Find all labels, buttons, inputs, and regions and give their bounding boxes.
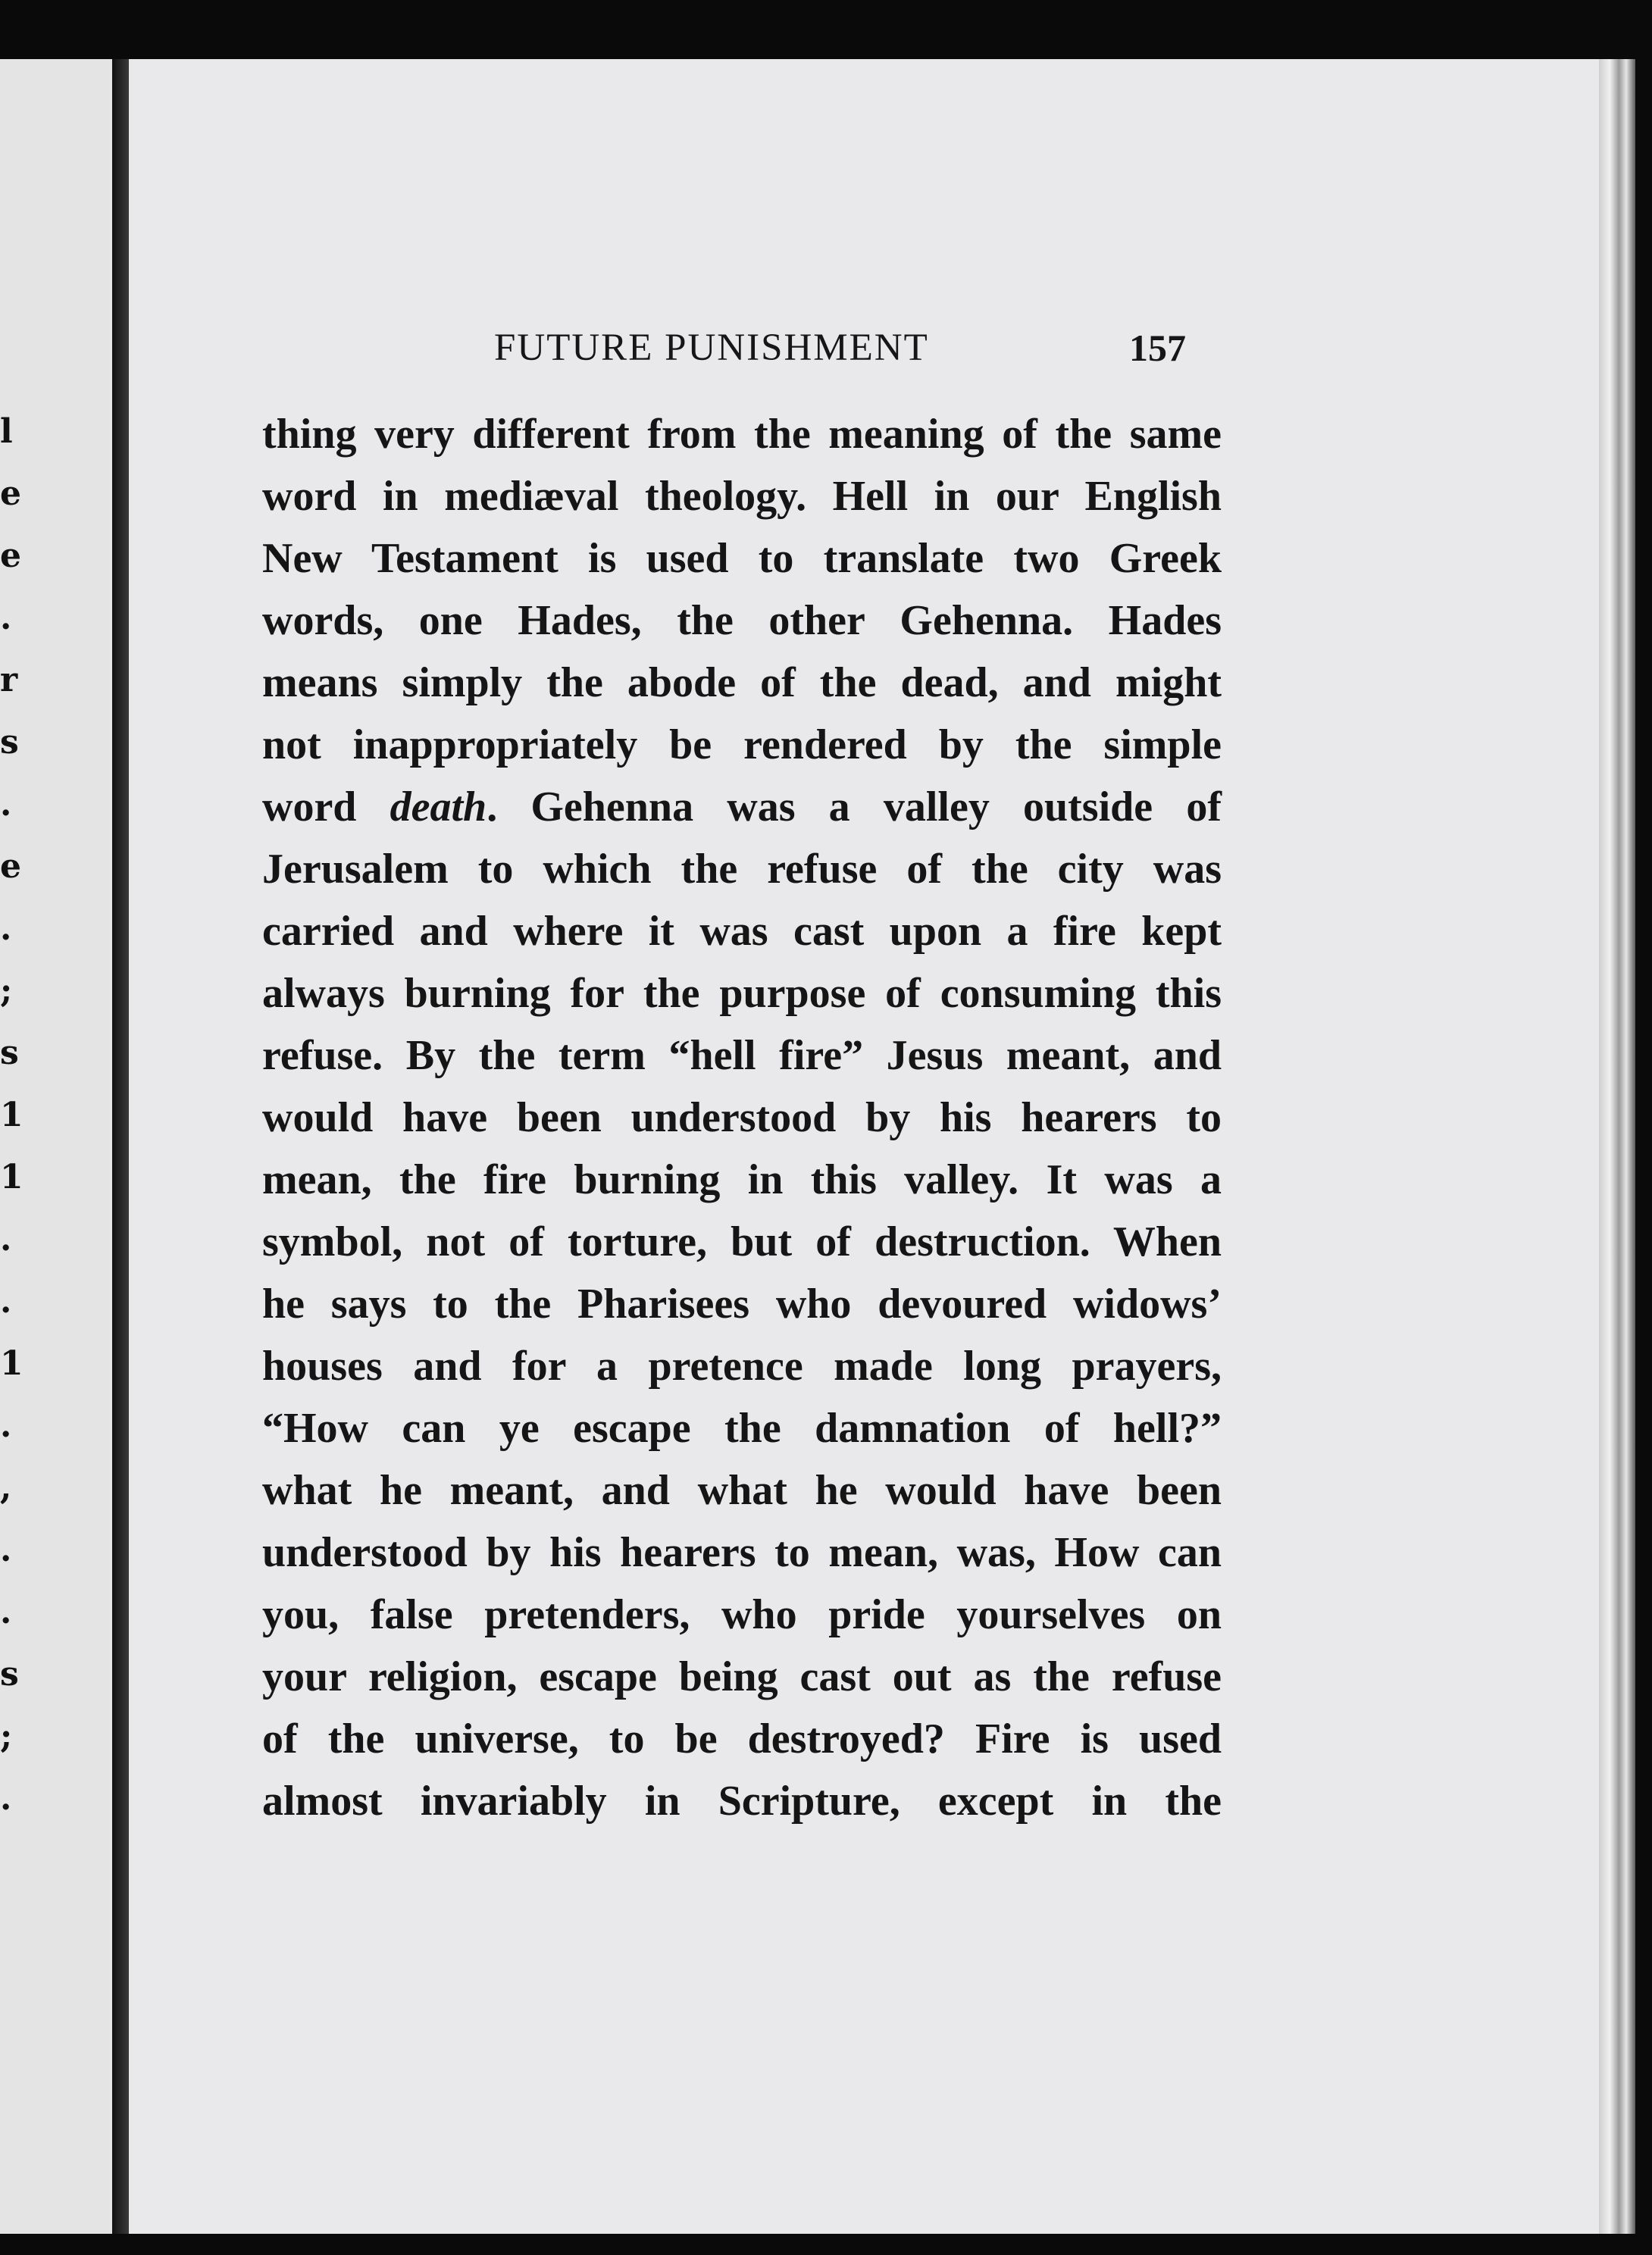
text-line: words, one Hades, the other Gehenna. Hades	[262, 597, 1222, 644]
facing-page-fragment: s	[0, 723, 19, 762]
text-line: you, false pretenders, who pride yourselves on	[262, 1591, 1222, 1638]
page-edge-right	[1599, 59, 1635, 2234]
facing-page-fragment: e	[0, 536, 21, 575]
text-line: word death. Gehenna was a valley outside of	[262, 783, 1222, 830]
running-title: FUTURE PUNISHMENT	[494, 327, 929, 369]
text-line: refuse. By the term “hell fire” Jesus meant, and	[262, 1032, 1222, 1079]
facing-page-fragment: 1	[0, 1096, 23, 1134]
facing-page-fragment: ;	[0, 971, 13, 1010]
facing-page-fragment: .	[0, 1220, 12, 1259]
facing-page-fragment: .	[0, 785, 12, 824]
facing-page-fragment: 1	[0, 1344, 23, 1383]
facing-page-fragment: .	[0, 1593, 12, 1631]
facing-page-fragment: 1	[0, 1158, 23, 1196]
text-line: what he meant, and what he would have been	[262, 1467, 1222, 1514]
facing-page-fragments	[0, 59, 30, 2234]
text-line: symbol, not of torture, but of destruction. When	[262, 1218, 1222, 1265]
facing-page-fragment: .	[0, 1779, 12, 1818]
text-line: of the universe, to be destroyed? Fire is used	[262, 1715, 1222, 1762]
facing-page-fragment: ;	[0, 1717, 13, 1756]
text-line: would have been understood by his hearers to	[262, 1094, 1222, 1141]
text-line: means simply the abode of the dead, and might	[262, 659, 1222, 706]
facing-page-fragment: r	[0, 661, 18, 699]
facing-page-fragment: ,	[0, 1468, 12, 1507]
text-line: always burning for the purpose of consuming this	[262, 970, 1222, 1017]
text-line: thing very different from the meaning of the same	[262, 411, 1222, 458]
page-number: 157	[1129, 327, 1186, 369]
facing-page-fragment: l	[0, 412, 13, 451]
facing-page-fragment: e	[0, 847, 21, 886]
text-line: he says to the Pharisees who devoured widows’	[262, 1281, 1222, 1328]
text-line: word in mediæval theology. Hell in our English	[262, 473, 1222, 520]
text-line: understood by his hearers to mean, was, How can	[262, 1529, 1222, 1576]
text-line: mean, the fire burning in this valley. It was a	[262, 1156, 1222, 1203]
running-head	[129, 326, 1599, 386]
facing-page-fragment: .	[0, 1406, 12, 1445]
facing-page-fragment: .	[0, 909, 12, 948]
facing-page-fragment: s	[0, 1034, 19, 1072]
text-line: almost invariably in Scripture, except in the	[262, 1778, 1222, 1825]
book-gutter	[112, 59, 129, 2234]
facing-page-fragment: .	[0, 599, 12, 637]
facing-page-fragment: s	[0, 1655, 19, 1694]
text-line: your religion, escape being cast out as the refuse	[262, 1653, 1222, 1700]
text-line: “How can ye escape the damnation of hell?”	[262, 1405, 1222, 1452]
body-text	[262, 403, 1222, 1832]
text-line: not inappropriately be rendered by the simple	[262, 721, 1222, 768]
text-line: New Testament is used to translate two Greek	[262, 535, 1222, 582]
text-line: carried and where it was cast upon a fire kept	[262, 908, 1222, 955]
italic-word: death	[390, 783, 487, 830]
text-line: houses and for a pretence made long prayers,	[262, 1343, 1222, 1390]
facing-page-fragment: .	[0, 1531, 12, 1569]
text-line: Jerusalem to which the refuse of the city was	[262, 846, 1222, 893]
facing-page-fragment: e	[0, 474, 21, 513]
facing-page-edge	[0, 59, 112, 2234]
facing-page-fragment: .	[0, 1282, 12, 1321]
